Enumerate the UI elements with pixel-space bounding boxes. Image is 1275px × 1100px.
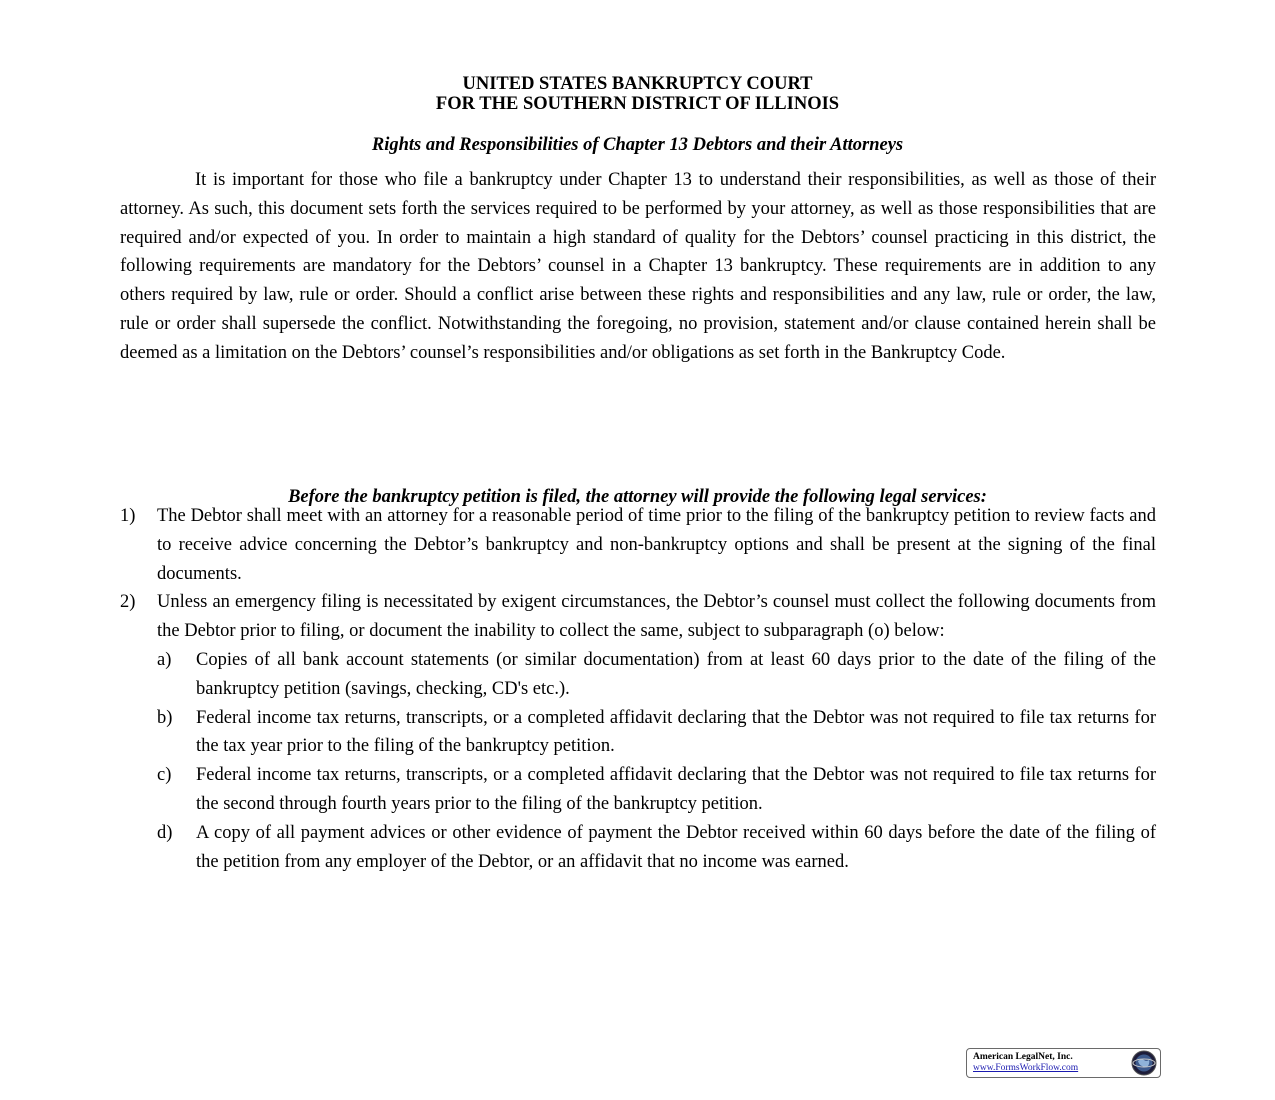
subitem-letter: a): [157, 649, 172, 670]
court-name-line: UNITED STATES BANKRUPTCY COURT: [462, 74, 813, 94]
globe-icon: [1131, 1050, 1157, 1076]
court-district-line: FOR THE SOUTHERN DISTRICT OF ILLINOIS: [435, 94, 840, 114]
subitem-text: A copy of all payment advices or other evidence of payment the Debtor received within 60 days before the date of the filing of the petition from any employer of the Debtor, or an affidavit that no income was earned.: [196, 822, 1156, 872]
subitem-text: Federal income tax returns, transcripts, or a completed affidavit declaring that the Debtor was not required to file tax returns for the second through fourth years prior to the filing of the bankruptcy petition.: [196, 765, 1156, 814]
subitem-letter: b): [157, 707, 173, 728]
document-sublist: [120, 646, 1156, 876]
logo-company-name: American LegalNet, Inc.: [973, 1052, 1073, 1062]
sublist-item: [120, 646, 1156, 704]
court-heading: [0, 74, 1275, 114]
subitem-letter: d): [157, 822, 173, 843]
services-heading: Before the bankruptcy petition is filed, the attorney will provide the following legal services:: [288, 487, 987, 507]
document-subtitle: Rights and Responsibilities of Chapter 13 Debtors and their Attorneys: [371, 135, 904, 155]
sublist-item: [120, 704, 1156, 762]
list-item: [120, 502, 1156, 588]
footer-logo[interactable]: [966, 1048, 1161, 1078]
sublist-container: [120, 646, 1156, 876]
sublist-item: [120, 761, 1156, 819]
subitem-text: Copies of all bank account statements (or similar documentation) from at least 60 days prior to the date of the filing of the bankruptcy petition (savings, checking, CD's etc.).: [196, 649, 1156, 699]
item-number: 1): [120, 506, 136, 526]
list-item: [120, 588, 1156, 646]
sublist-item: [120, 819, 1156, 877]
item-text: The Debtor shall meet with an attorney for a reasonable period of time prior to the filing of the bankruptcy petition to review facts and to receive advice concerning the Debtor’s bankruptcy and non-bankruptcy options and shall be present at the signing of the final documents.: [157, 506, 1156, 584]
services-list: [120, 502, 1156, 876]
subitem-letter: c): [157, 765, 172, 786]
logo-url-link[interactable]: www.FormsWorkFlow.com: [973, 1063, 1079, 1073]
item-number: 2): [120, 592, 136, 613]
intro-paragraph: It is important for those who file a bankruptcy under Chapter 13 to understand their responsibilities, as well as those of their attorney. As such, this document sets forth the services required to be performed by your attorney, as well as those responsibilities that are required and/or expected of you. In order to maintain a high standard of quality for the Debtors’ counsel practicing in this district, the following requirements are mandatory for the Debtors’ counsel in a Chapter 13 bankruptcy. These requirements are in addition to any others required by law, rule or order. Should a conflict arise between these rights and responsibilities and any law, rule or order, the law, rule or order shall supersede the conflict. Notwithstanding the foregoing, no provision, statement and/or clause contained herein shall be deemed as a limitation on the Debtors’ counsel’s responsibilities and/or obligations as set forth in the Bankruptcy Code.: [120, 170, 1156, 363]
subitem-text: Federal income tax returns, transcripts, or a completed affidavit declaring that the Debtor was not required to file tax returns for the tax year prior to the filing of the bankruptcy petition.: [196, 707, 1156, 757]
item-text: Unless an emergency filing is necessitated by exigent circumstances, the Debtor’s counsel must collect the following documents from the Debtor prior to filing, or document the inability to collect the same, subject to subparagraph (o) below:: [157, 592, 1156, 642]
